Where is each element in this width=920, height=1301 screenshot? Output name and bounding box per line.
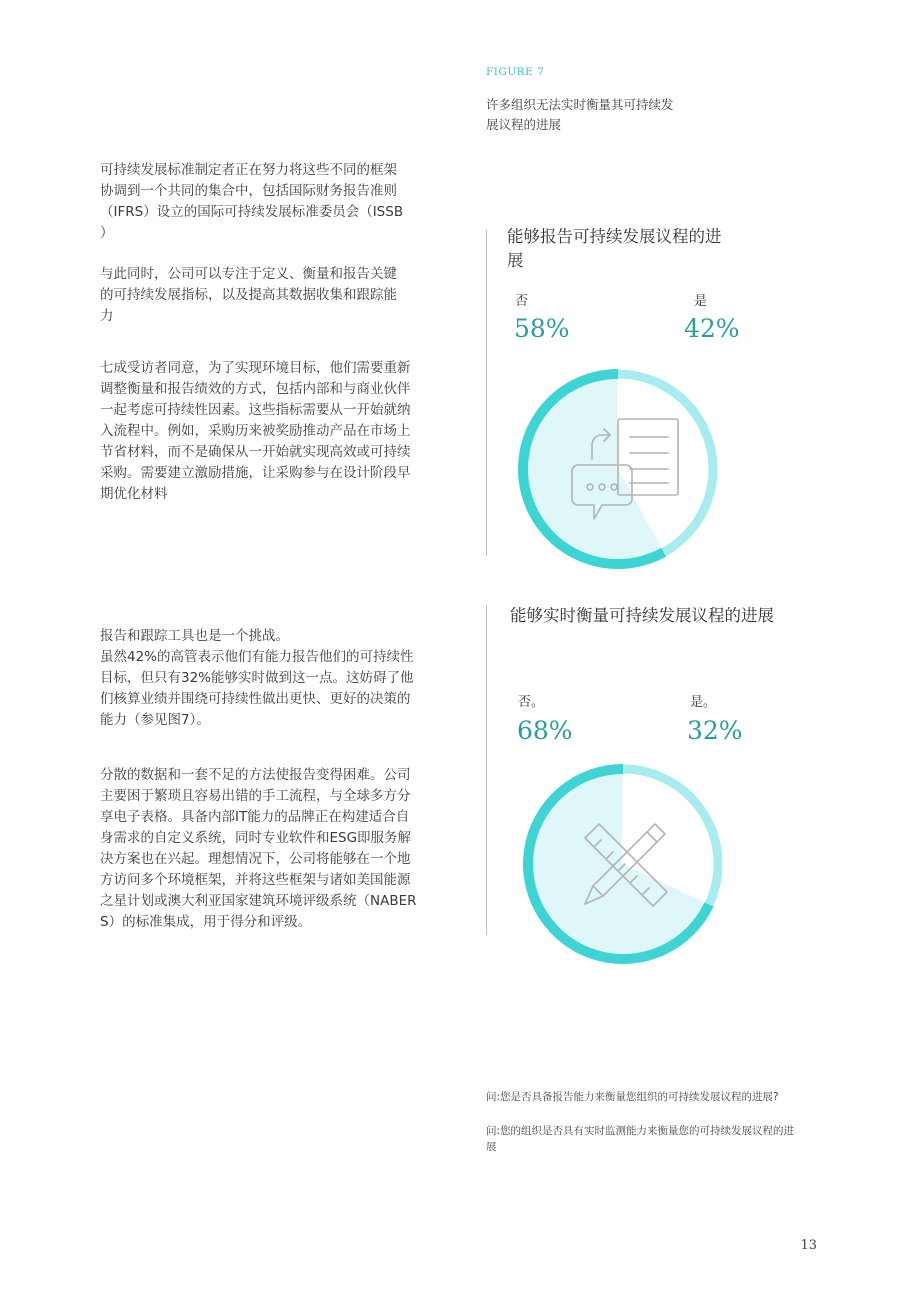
chart2-category-yes: 是。 <box>690 695 717 710</box>
chart2-label-no: 68% <box>517 716 573 745</box>
chart1-divider <box>486 230 487 556</box>
chart2-divider <box>486 605 487 935</box>
paragraph-reporting-tools: 报告和跟踪工具也是一个挑战。 虽然42%的高管表示他们有能力报告他们的可持续性 目标，但只有32%能够实时做到这一点。这妨碍了他 们核算业绩并围绕可持续性做出更快、更好的决策的 能力（参见图7）。 <box>100 628 414 728</box>
footnote-1: 问:您是否具备报告能力来衡量您组织的可持续发展议程的进展? <box>486 1091 779 1103</box>
page-number: 13 <box>800 1238 817 1253</box>
chart2-donut <box>521 762 725 966</box>
paragraph-metrics: 与此同时，公司可以专注于定义、衡量和报告关键 的可持续发展指标，以及提高其数据收集和跟踪能 力 <box>100 266 397 324</box>
paragraph-fragmented-data: 分散的数据和一套不足的方法使报告变得困难。公司 主要困于繁琐且容易出错的手工流程，与全球多方分 享电子表格。具备内部IT能力的品牌正在构建适合自 身需求的自定义系统，同时专业软件和ESG即服务解 决方案也在兴起。理想情况下，公司将能够在一个地 方访问多个环境框架，并将这些框架与诸如美国能源 之星计划或澳大利亚国家建筑环境评级系统（NABER S）的标准集成，用于得分和评级。 <box>100 767 417 930</box>
chart2-label-yes: 32% <box>687 716 743 745</box>
figure-label: FIGURE 7 <box>486 66 545 78</box>
chart1-category-yes: 是 <box>694 294 708 309</box>
chart1-label-yes: 42% <box>684 314 740 343</box>
chart2-category-no: 否。 <box>518 695 545 710</box>
chart1-category-no: 否 <box>515 294 529 309</box>
figure-title: 许多组织无法实时衡量其可持续发 展议程的进展 <box>486 97 674 132</box>
slice-no-fill <box>533 774 704 954</box>
footnote-2: 问:您的组织是否具有实时监测能力来衡量您的可持续发展议程的进 展 <box>486 1125 795 1153</box>
chart1-label-no: 58% <box>514 314 570 343</box>
chart1-donut <box>516 367 720 571</box>
paragraph-standards: 可持续发展标准制定者正在努力将这些不同的框架 协调到一个共同的集合中，包括国际财务报告准则 （IFRS）设立的国际可持续发展标准委员会（ISSB ） <box>100 162 404 241</box>
paragraph-environment-goals: 七成受访者同意，为了实现环境目标，他们需要重新 调整衡量和报告绩效的方式，包括内部和与商业伙伴 一起考虑可持续性因素。这些指标需要从一开始就纳 入流程中。例如，采购历来被奖励推动产品在市场上 节省材料，而不是确保从一开始就实现高效或可持续 采购。需要建立激励措施，让采购参与在设计阶段早 期优化材料 <box>100 360 411 502</box>
chart1-title: 能够报告可持续发展议程的进 展 <box>507 227 722 270</box>
chart2-title: 能够实时衡量可持续发展议程的进展 <box>510 606 774 625</box>
